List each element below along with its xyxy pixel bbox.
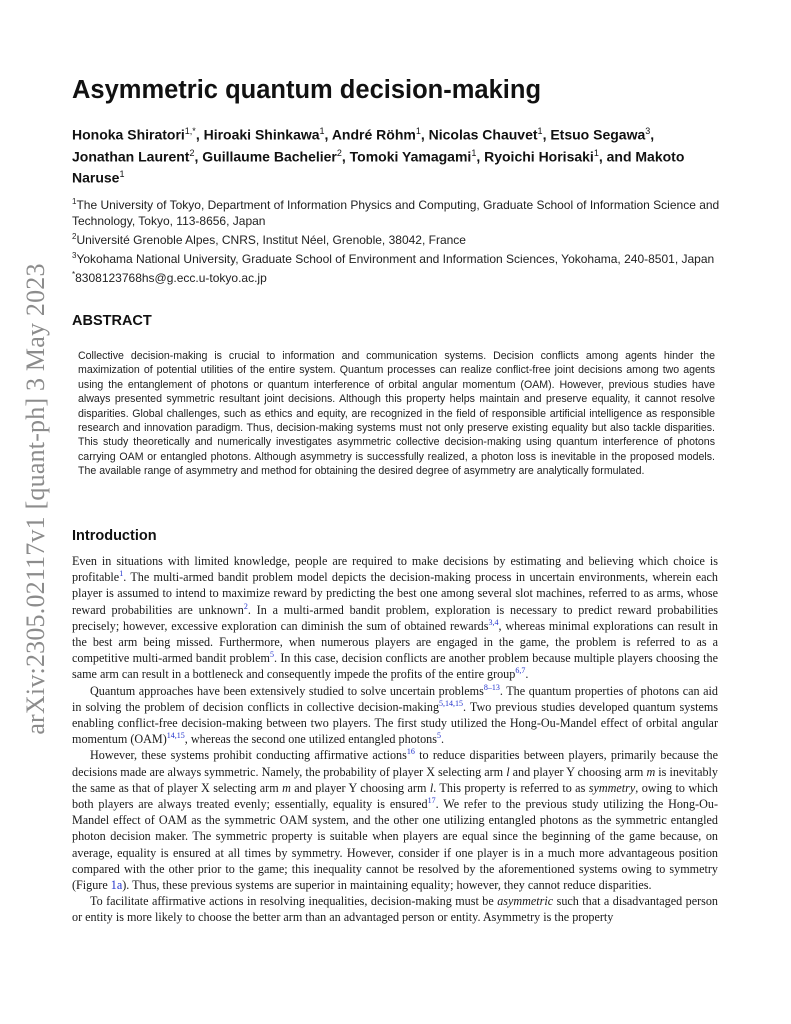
affiliations bbox=[72, 194, 722, 286]
affiliation-item bbox=[72, 194, 722, 229]
citation-link[interactable]: 8–13 bbox=[483, 682, 500, 692]
arxiv-sidebar bbox=[14, 258, 58, 740]
emphasis-text: m bbox=[646, 764, 656, 779]
paragraph-text: However, these systems prohibit conducting affirmative actions bbox=[90, 748, 407, 763]
paragraph-text: to reduce disparities between players, primarily because the decisions made are always symmetric. Namely, the probability of player X selecting arm bbox=[72, 748, 718, 779]
author-affiliation-mark: 1 bbox=[119, 169, 125, 180]
affiliation-item bbox=[72, 267, 722, 286]
affiliation-text: The University of Tokyo, Department of Information Physics and Computing, Graduate School of Information Science and Technology, Tokyo, 113-8656, Japan bbox=[72, 198, 720, 228]
citation-link[interactable]: 5,14,15 bbox=[439, 698, 464, 708]
paragraph-text: . The multi-armed bandit problem model depicts the decision-making process in uncertain environments, wherein each player is assumed to intend to maximize reward by predicting the best one among several slot machines, referred to as arms, whose reward probabilities are unknown bbox=[72, 570, 718, 617]
citation-link[interactable]: 14,15 bbox=[166, 731, 185, 741]
paragraph bbox=[72, 683, 718, 748]
paragraph-text: To facilitate affirmative actions in resolving inequalities, decision-making must be bbox=[90, 894, 498, 909]
citation-link[interactable]: 1 bbox=[119, 569, 124, 579]
citation-link[interactable]: 2 bbox=[243, 601, 248, 611]
author-affiliation-mark: 2 bbox=[189, 147, 195, 158]
affiliation-mark: 3 bbox=[72, 251, 77, 260]
author-list: Honoka Shiratori$^{1,*}$, Hiroaki Shinkawa$^1$, André Röhm$^1$, Nicolas Chauvet$^1$, Etsuo Segawa$^3$, Jonathan Laurent$^2$, Guillaume Bachelier$^2$, Tomoki Yamagami$^1$, Ryoichi Horisaki$^1$, and Makoto Naruse$^1$ bbox=[72, 126, 685, 186]
affiliation-item bbox=[72, 229, 722, 248]
introduction-body bbox=[72, 553, 718, 926]
author-name: Honoka Shiratori bbox=[72, 126, 185, 143]
author-affiliation-mark: 1 bbox=[415, 126, 421, 136]
emphasis-text: symmetry bbox=[588, 780, 636, 795]
paragraph-text: . In a multi-armed bandit problem, exploration is necessary to predict reward probabilities precisely; however, excessive exploration can diminish the sum of obtained rewards bbox=[72, 602, 718, 633]
author-affiliation-mark: 3 bbox=[645, 126, 651, 136]
paragraph-text: . The quantum properties of photons can aid in solving the problem of decision conflicts in collective decision-making bbox=[72, 683, 718, 714]
paragraph-text: . In this case, decision conflicts are another problem because multiple players choosing the same arm can result in a bottleneck and consequently impede the profits of the entire group bbox=[72, 651, 718, 682]
citation-link[interactable]: 16 bbox=[406, 747, 415, 757]
arxiv-identifier: arXiv:2305.02117v1 [quant-ph] 3 May 2023 bbox=[21, 263, 50, 735]
author-name: Makoto Naruse bbox=[72, 148, 685, 186]
affiliation-item bbox=[72, 248, 722, 267]
section-heading-introduction: Introduction bbox=[72, 528, 157, 544]
author-affiliation-mark: 1,* bbox=[184, 126, 196, 136]
paragraph-text: such that a disadvantaged person or entity is more likely to choose the better arm than an advantaged person or entity. Asymmetry is the property bbox=[72, 894, 718, 925]
paragraph-text: and player Y choosing arm bbox=[290, 780, 430, 795]
emphasis-text: l bbox=[429, 780, 434, 795]
citation-link[interactable]: 5 bbox=[270, 650, 275, 660]
emphasis-text: l bbox=[506, 764, 510, 779]
citation-link[interactable]: 6,7 bbox=[515, 666, 526, 676]
author-affiliation-mark: 1 bbox=[319, 126, 325, 136]
paragraph-text: . We refer to the previous study utilizing the Hong-Ou-Mandel effect of OAM as the symmetric OAM system, and the other one utilizing entangled photons as the symmetric entangled photon decision maker. The symmetric property is suitable when players are equal since the beginning of the game because, on average, equality is ensured at all times by symmetry. However, consider if one player is in a much more advantageous position compared with the other prior to the game; this inequality cannot be resolved by the aforementioned systems owing to symmetry (Figure bbox=[72, 797, 718, 893]
paragraph-text: ). Thus, these previous systems are superior in maintaining equality; however, they cannot reduce disparities. bbox=[122, 878, 652, 893]
author-name: Hiroaki Shinkawa bbox=[203, 126, 320, 143]
paragraph-text: Even in situations with limited knowledge, people are required to make decisions by estimating and believing which choice is profitable bbox=[72, 554, 718, 585]
citation-link[interactable]: 5 bbox=[436, 731, 441, 741]
figure-link[interactable]: 1a bbox=[110, 878, 123, 893]
affiliation-mark: * bbox=[72, 270, 76, 279]
paragraph-text: . Two previous studies developed quantum systems enabling conflict-free decision-making between two players. The first study utilized the Hong-Ou-Mandel effect of orbital angular momentum (OAM) bbox=[72, 699, 718, 747]
affiliation-text: Yokohama National University, Graduate School of Environment and Information Sciences, Yokohama, 240-8501, Japan bbox=[76, 252, 715, 266]
author-name: Guillaume Bachelier bbox=[202, 148, 337, 165]
paragraph-text: . bbox=[440, 732, 444, 747]
author-name: Etsuo Segawa bbox=[550, 126, 646, 143]
emphasis-text: asymmetric bbox=[497, 894, 554, 909]
affiliation-mark: 1 bbox=[72, 197, 77, 206]
citation-link[interactable]: 3,4 bbox=[488, 617, 499, 627]
citation-link[interactable]: 17 bbox=[427, 796, 436, 805]
affiliation-mark: 2 bbox=[72, 232, 77, 241]
paragraph-text: Quantum approaches have been extensively studied to solve uncertain problems bbox=[90, 683, 484, 698]
paragraph-text: , whereas minimal explorations can result in the best arm being missed. Furthermore, when numerous players are engaged in the game, the problem is referred to as a competitive multi-armed bandit problem bbox=[72, 618, 719, 666]
author-name: Jonathan Laurent bbox=[72, 148, 190, 165]
author-name: André Röhm bbox=[331, 126, 416, 143]
paragraph-text: is inevitably the same as that of player X selecting arm bbox=[72, 764, 719, 795]
paragraph-text: . This property is referred to as bbox=[433, 780, 589, 795]
emphasis-text: m bbox=[282, 780, 291, 795]
paper-title: Asymmetric quantum decision-making bbox=[72, 76, 542, 104]
author-affiliation-mark: 1 bbox=[593, 147, 599, 158]
author-name: Ryoichi Horisaki bbox=[484, 148, 594, 165]
affiliation-text: 8308123768hs@g.ecc.u-tokyo.ac.jp bbox=[75, 271, 267, 285]
author-name: Nicolas Chauvet bbox=[428, 126, 538, 143]
author-affiliation-mark: 1 bbox=[471, 147, 477, 158]
paragraph-text: , whereas the second one utilized entangled photons bbox=[184, 732, 437, 747]
abstract-heading: ABSTRACT bbox=[72, 313, 152, 329]
paragraph-text: and player Y choosing arm bbox=[509, 764, 647, 779]
abstract-text: Collective decision-making is crucial to information and communication systems. Decision conflicts among agents hinder the maximization of potential utilities of the entire system. Quantum processes can realize conflict-free joint decisions among two agents using the entanglement of photons or quantum interference of orbital angular momentum (OAM). However, previous studies have always presented symmetric resultant joint decisions. Although this property helps maintain and preserve equality, it cannot resolve disparities. Global challenges, such as ethics and equity, are recognized in the field of responsible artificial intelligence as responsible research and innovation paradigm. Thus, decision-making systems must not only preserve existing equality but also tackle disparities. This study theoretically and numerically investigates asymmetric collective decision-making using quantum interference of photons carrying OAM or entangled photons. Although asymmetry is successfully realized, a photon loss is inevitable in the proposed models. The available range of asymmetry and method for obtaining the desired degree of asymmetry are analytically formulated. bbox=[78, 350, 715, 478]
affiliation-text: Université Grenoble Alpes, CNRS, Institut Néel, Grenoble, 38042, France bbox=[76, 233, 466, 247]
author-affiliation-mark: 2 bbox=[336, 147, 342, 158]
paragraph-text: . bbox=[525, 667, 529, 682]
paragraph bbox=[72, 747, 718, 893]
author-name: Tomoki Yamagami bbox=[349, 148, 472, 165]
author-affiliation-mark: 1 bbox=[537, 126, 543, 136]
paragraph bbox=[72, 893, 718, 925]
paragraph bbox=[72, 553, 718, 683]
paragraph-text: , owing to which both players are always treated evenly; essentially, equality is ensured bbox=[72, 780, 719, 812]
